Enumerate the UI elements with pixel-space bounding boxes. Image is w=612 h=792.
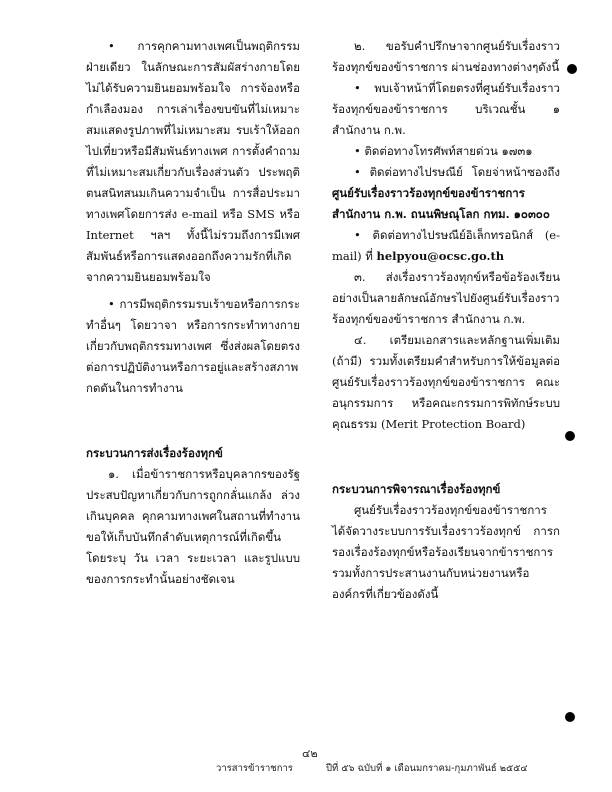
step-4-paragraph: ๔. เตรียมเอกสารและหลักฐานเพิ่มเติม (ถ้ามี) รวมทั้งเตรียมคำสำหรับการให้ข้อมูลต่อศูนย์รับเรื่องราวร้องทุกข์ของข้าราชการ คณะอนุกรรมการ หรือคณะกรรมการพิทักษ์ระบบคุณธรรม (Merit Protection Board) <box>332 333 560 431</box>
page-number: ๔๒ <box>302 747 318 760</box>
right-column <box>332 36 560 605</box>
journal-name: วารสารข้าราชการ <box>216 763 293 774</box>
bullet-harassment-definition: • การคุกคามทางเพศเป็นพฤติกรรมฝ่ายเดียว ในลักษณะการสัมผัสร่างกายโดยไม่ได้รับความยินยอมพร้อมใจ การจ้องหรือกำเลืองมอง การเล่าเรื่องขบขันที่ไม่เหมาะสมแสดงรูปภาพที่ไม่เหมาะสม รบเร้าให้ออกไปเที่ยวหรือมีสัมพันธ์ทางเพศ การตั้งคำถามที่ไม่เหมาะสมเกี่ยวกับเรื่องส่วนตัว ประพฤติตนสนิทสนมเกินความจำเป็น การสื่อประมาทางเพศโดยการส่ง e-mail หรือ SMS หรือ Internet ฯลฯ ทั้งนี้ไม่รวมถึงการมีเพศสัมพันธ์หรือการแสดงออกถึงความรักที่เกิดจากความยินยอมพร้อมใจ <box>86 39 300 284</box>
punch-hole-top <box>567 64 577 74</box>
mailing-address: ศูนย์รับเรื่องราวร้องทุกข์ของข้าราชการ สำนักงาน ก.พ. ถนนพิษณุโลก กทม. ๑๐๓๐๐ <box>332 186 550 221</box>
punch-hole-middle <box>565 431 575 441</box>
page-footer <box>0 744 612 784</box>
left-column <box>86 36 300 590</box>
step-2-paragraph: ๒. ขอรับคำปรึกษาจากศูนย์รับเรื่องราวร้องทุกข์ของข้าราชการ ผ่านช่องทางต่างๆดังนี้ <box>332 39 560 74</box>
bullet-harassment-conduct: • การมีพฤติกรรมรบเร้าขอหรือการกระทำอื่นๆ โดยวาจา หรือการกระทำทางกายเกี่ยวกับพฤติกรรมทางเพศ ซึ่งส่งผลโดยตรงต่อการปฏิบัติงานหรือการอยู่และสร้างสภาพกดดันในการทำงาน <box>86 297 300 395</box>
step-3-paragraph: ๓. ส่งเรื่องราวร้องทุกข์หรือข้อร้องเรียนอย่างเป็นลายลักษณ์อักษรไปยังศูนย์รับเรื่องราวร้องทุกข์ของข้าราชการ สำนักงาน ก.พ. <box>332 270 560 326</box>
channel-email <box>332 225 560 267</box>
channel-post <box>332 162 560 225</box>
email-address: helpyou@ocsc.go.th <box>376 249 505 263</box>
consideration-paragraph: ศูนย์รับเรื่องราวร้องทุกข์ของข้าราชการได้จัดวางระบบการรับเรื่องราวร้องทุกข์ การกรองเรื่องร้องทุกข์หรือร้องเรียนจากข้าราชการรวมทั้งการประสานงานกับหน่วยงานหรือองค์กรที่เกี่ยวข้องดังนี้ <box>332 503 560 601</box>
channel-hotline: • ติดต่อทางโทรศัพท์สายด่วน ๑๗๓๑ <box>354 144 533 158</box>
issue-info: ปีที่ ๕๖ ฉบับที่ ๑ เดือนมกราคม-กุมภาพันธ์ ๒๕๕๔ <box>326 763 528 774</box>
channel-walk-in: • พบเจ้าหน้าที่โดยตรงที่ศูนย์รับเรื่องราวร้องทุกข์ของข้าราชการ บริเวณชั้น ๑ สำนักงาน ก.พ. <box>332 81 560 137</box>
channel-post-text: • ติดต่อทางไปรษณีย์ โดยจ่าหน้าซองถึง <box>354 165 560 179</box>
section-heading-consideration-process: กระบวนการพิจารณาเรื่องร้องทุกข์ <box>332 482 501 496</box>
punch-hole-bottom <box>565 712 575 722</box>
step-1-paragraph: ๑. เมื่อข้าราชการหรือบุคลากรของรัฐประสบปัญหาเกี่ยวกับการถูกกลั่นแกล้ง ล่วงเกินบุคคล คุกคามทางเพศในสถานที่ทำงาน ขอให้เก็บบันทึกลำดับเหตุการณ์ที่เกิดขึ้น โดยระบุ วัน เวลา ระยะเวลา และรูปแบบของการกระทำนั้นอย่างชัดเจน <box>86 467 300 586</box>
section-heading-complaint-process: กระบวนการส่งเรื่องร้องทุกข์ <box>86 446 223 460</box>
channel-email-text: • ติดต่อทางไปรษณีย์อิเล็กทรอนิกส์ (e-mail) ที่ <box>332 228 560 263</box>
